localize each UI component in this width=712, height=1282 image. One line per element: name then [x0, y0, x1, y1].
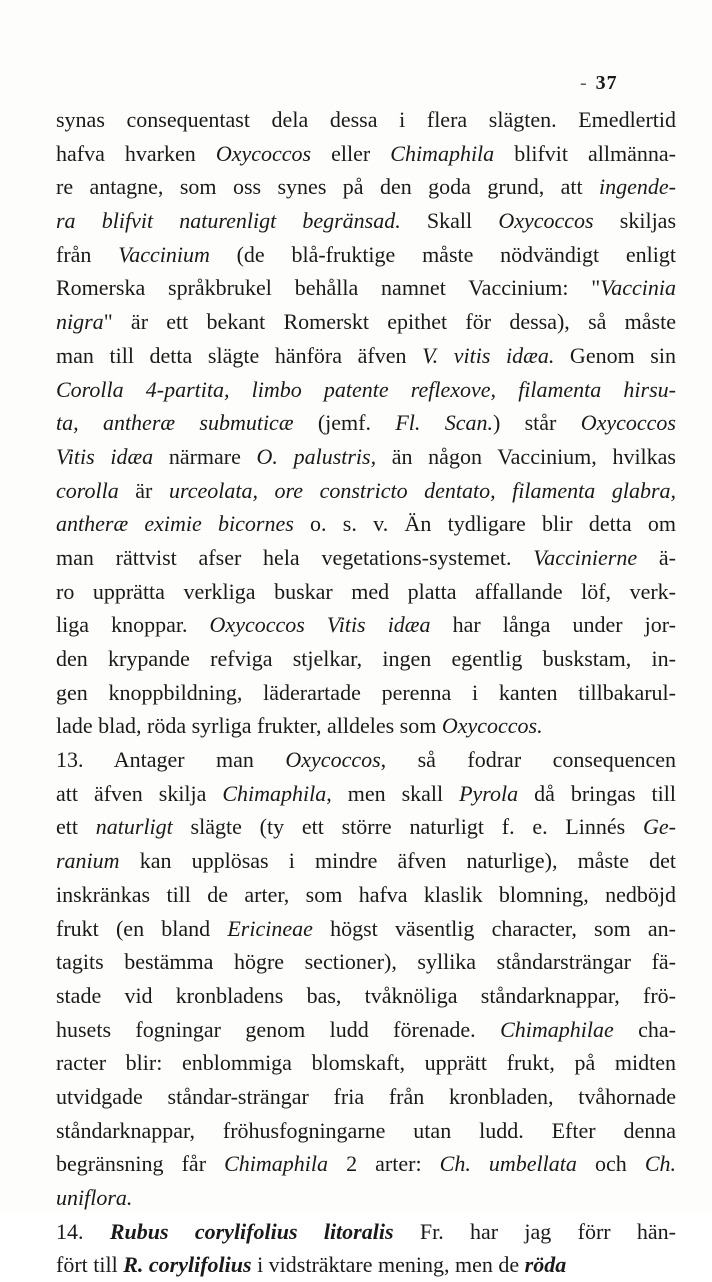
text-run: skiljas — [593, 208, 677, 234]
italic-text: uniflora. — [56, 1185, 133, 1210]
italic-text: Oxycoccos. — [441, 713, 543, 739]
italic-text: ranium — [56, 848, 120, 874]
italic-text: Oxycoccos Vitis idæa — [209, 612, 431, 638]
italic-text: Fl. Scan. — [395, 410, 493, 436]
text-run: den krypande refviga stjelkar, ingen egentlig buskstam, in- — [56, 646, 676, 671]
text-run: fört till — [56, 1252, 124, 1278]
text-run: man till detta slägte hänföra äfven — [56, 342, 423, 368]
text-line — [56, 339, 676, 373]
text-run: man rättvist afser hela vegetations-systemet. — [56, 544, 534, 570]
text-run: (jemf. — [293, 410, 396, 436]
text-run: 2 arter: — [328, 1151, 440, 1177]
italic-text: Rubus corylifolius litoralis — [109, 1218, 394, 1244]
text-run: slägte (ty ett större naturligt f. e. Linnés — [172, 814, 644, 840]
text-run: är — [118, 477, 169, 503]
text-run: tagits bestämma högre sectioner), syllika ståndarsträngar fä- — [56, 949, 676, 975]
italic-text: R. corylifolius — [123, 1252, 252, 1278]
text-run: närmare — [153, 443, 257, 469]
text-line — [56, 170, 676, 204]
text-run: , så fodrar consequencen — [380, 747, 676, 773]
text-run: att äfven skilja — [56, 780, 223, 806]
text-run: ett — [56, 814, 96, 840]
text-run: ro upprätta verkliga buskar med platta affallande löf, verk- — [56, 578, 676, 604]
italic-text: Chimaphila — [224, 1151, 329, 1177]
text-line — [56, 541, 676, 575]
italic-text: Oxycoccos — [215, 140, 312, 166]
text-run: Romerska språkbrukel behålla namnet Vaccinium: " — [56, 275, 601, 301]
italic-text: Oxycoccos — [580, 410, 676, 436]
text-run: " är ett bekant Romerskt epithet för dessa), så måste — [103, 309, 676, 335]
text-run: ä- — [637, 544, 676, 570]
text-run: o. s. v. Än tydligare blir detta om — [293, 511, 676, 537]
text-run: , men skall — [326, 780, 460, 806]
text-line — [56, 373, 676, 407]
italic-text: ingende- — [599, 174, 676, 200]
text-run: Genom sin — [554, 342, 676, 368]
text-run: (de blå-fruktige måste nödvändigt enligt — [209, 241, 677, 267]
italic-text: Ge- — [643, 814, 676, 840]
text-line — [56, 474, 676, 508]
text-run: Skall — [400, 208, 499, 234]
italic-text: Chimaphila — [390, 140, 495, 166]
text-run: Fr. har jag förr hän- — [393, 1218, 677, 1244]
text-run: har långa under jor- — [430, 612, 676, 638]
text-line — [56, 608, 676, 642]
text-run: begränsning får — [56, 1151, 225, 1177]
text-line — [56, 979, 676, 1013]
italic-text: Vaccinierne — [533, 544, 638, 570]
text-run: synas consequentast dela dessa i flera slägten. Emedlertid — [56, 107, 676, 132]
italic-text: röda — [524, 1252, 567, 1278]
text-run: racter blir: enblommiga blomskaft, upprätt frukt, på midten — [56, 1050, 676, 1076]
text-run: inskränkas till de arter, som hafva klaslik blomning, nedböjd — [56, 881, 676, 907]
text-line — [56, 878, 676, 912]
text-line — [56, 204, 676, 238]
italic-text: Oxycoccos — [285, 747, 381, 773]
italic-text: Corolla 4-partita, limbo patente reflexove, filamenta hirsu- — [56, 376, 676, 402]
text-line — [56, 1114, 676, 1148]
italic-text: O. palustris, — [256, 443, 377, 469]
body-text — [56, 103, 676, 1282]
text-line — [56, 575, 676, 609]
text-run: hafva hvarken — [56, 140, 216, 166]
text-line — [56, 271, 676, 305]
text-run: utvidgade ståndar-strängar fria från kronbladen, tvåhornade — [56, 1083, 676, 1109]
page-number — [580, 72, 618, 95]
text-run: 14. — [56, 1218, 110, 1244]
text-line — [56, 945, 676, 979]
page-number-value: 37 — [595, 72, 618, 94]
text-line — [56, 238, 676, 272]
text-line — [56, 1248, 676, 1282]
text-line — [56, 709, 676, 743]
italic-text: ra blifvit naturenligt begränsad. — [56, 208, 401, 234]
text-run: ) står — [492, 410, 581, 436]
text-line — [56, 1181, 676, 1215]
text-line — [56, 137, 676, 171]
italic-text: V. vitis idæa. — [422, 342, 555, 368]
italic-text: antheræ eximie bicornes — [56, 511, 294, 537]
text-line — [56, 1013, 676, 1047]
text-line — [56, 507, 676, 541]
text-run: gen knoppbildning, läderartade perenna i kanten tillbakarul- — [56, 679, 676, 705]
text-run: liga knoppar. — [56, 612, 210, 638]
text-line — [56, 1147, 676, 1181]
text-run: 13. Antager man — [56, 747, 286, 773]
italic-text: Chimaphila — [222, 780, 327, 806]
text-run: högst väsentlig character, som an- — [312, 915, 676, 941]
italic-text: ta, antheræ submuticæ — [56, 410, 294, 436]
italic-text: Oxycoccos — [498, 208, 594, 234]
italic-text: naturligt — [95, 814, 173, 840]
text-run: frukt (en bland — [56, 915, 228, 941]
italic-text: Ericineae — [227, 915, 313, 941]
italic-text: Vitis idæa — [56, 443, 154, 469]
italic-text: Vaccinia — [600, 275, 676, 301]
italic-text: nigra — [56, 309, 104, 335]
text-run: blifvit allmänna- — [494, 140, 676, 166]
italic-text: Pyrola — [459, 780, 519, 806]
page-number-dash: - — [580, 72, 588, 94]
text-run: då bringas till — [518, 780, 676, 806]
text-run: från — [56, 241, 119, 267]
italic-text: corolla — [56, 477, 119, 503]
text-run: och — [576, 1151, 645, 1177]
text-line — [56, 1046, 676, 1080]
text-line — [56, 676, 676, 710]
text-run: husets fogningar genom ludd förenade. — [56, 1016, 501, 1042]
italic-text: Ch. — [644, 1151, 677, 1177]
text-run: än någon Vaccinium, hvilkas — [376, 443, 676, 469]
text-line — [56, 305, 676, 339]
text-line — [56, 1080, 676, 1114]
text-run: ståndarknappar, fröhusfogningarne utan ludd. Efter denna — [56, 1117, 676, 1143]
italic-text: urceolata, ore constricto dentato, filamenta glabra, — [168, 477, 677, 503]
text-line — [56, 777, 676, 811]
text-line — [56, 810, 676, 844]
italic-text: Ch. umbellata — [439, 1151, 577, 1177]
text-run: i vidsträktare mening, men de — [251, 1252, 525, 1278]
text-run: eller — [311, 140, 391, 166]
text-line — [56, 912, 676, 946]
text-line — [56, 406, 676, 440]
text-run: re antagne, som oss synes på den goda grund, att — [56, 174, 600, 200]
italic-text: Vaccinium — [118, 241, 210, 267]
text-line — [56, 440, 676, 474]
text-line — [56, 844, 676, 878]
text-run: kan upplösas i mindre äfven naturlige), måste det — [119, 848, 676, 874]
text-run: lade blad, röda syrliga frukter, alldeles som — [56, 713, 442, 739]
text-line — [56, 642, 676, 676]
text-line — [56, 743, 676, 777]
text-run: cha- — [613, 1016, 677, 1042]
italic-text: Chimaphilae — [500, 1016, 614, 1042]
text-line — [56, 1215, 676, 1249]
text-line — [56, 103, 676, 137]
text-run: stade vid kronbladens bas, tvåknöliga ståndarknappar, frö- — [56, 982, 676, 1008]
